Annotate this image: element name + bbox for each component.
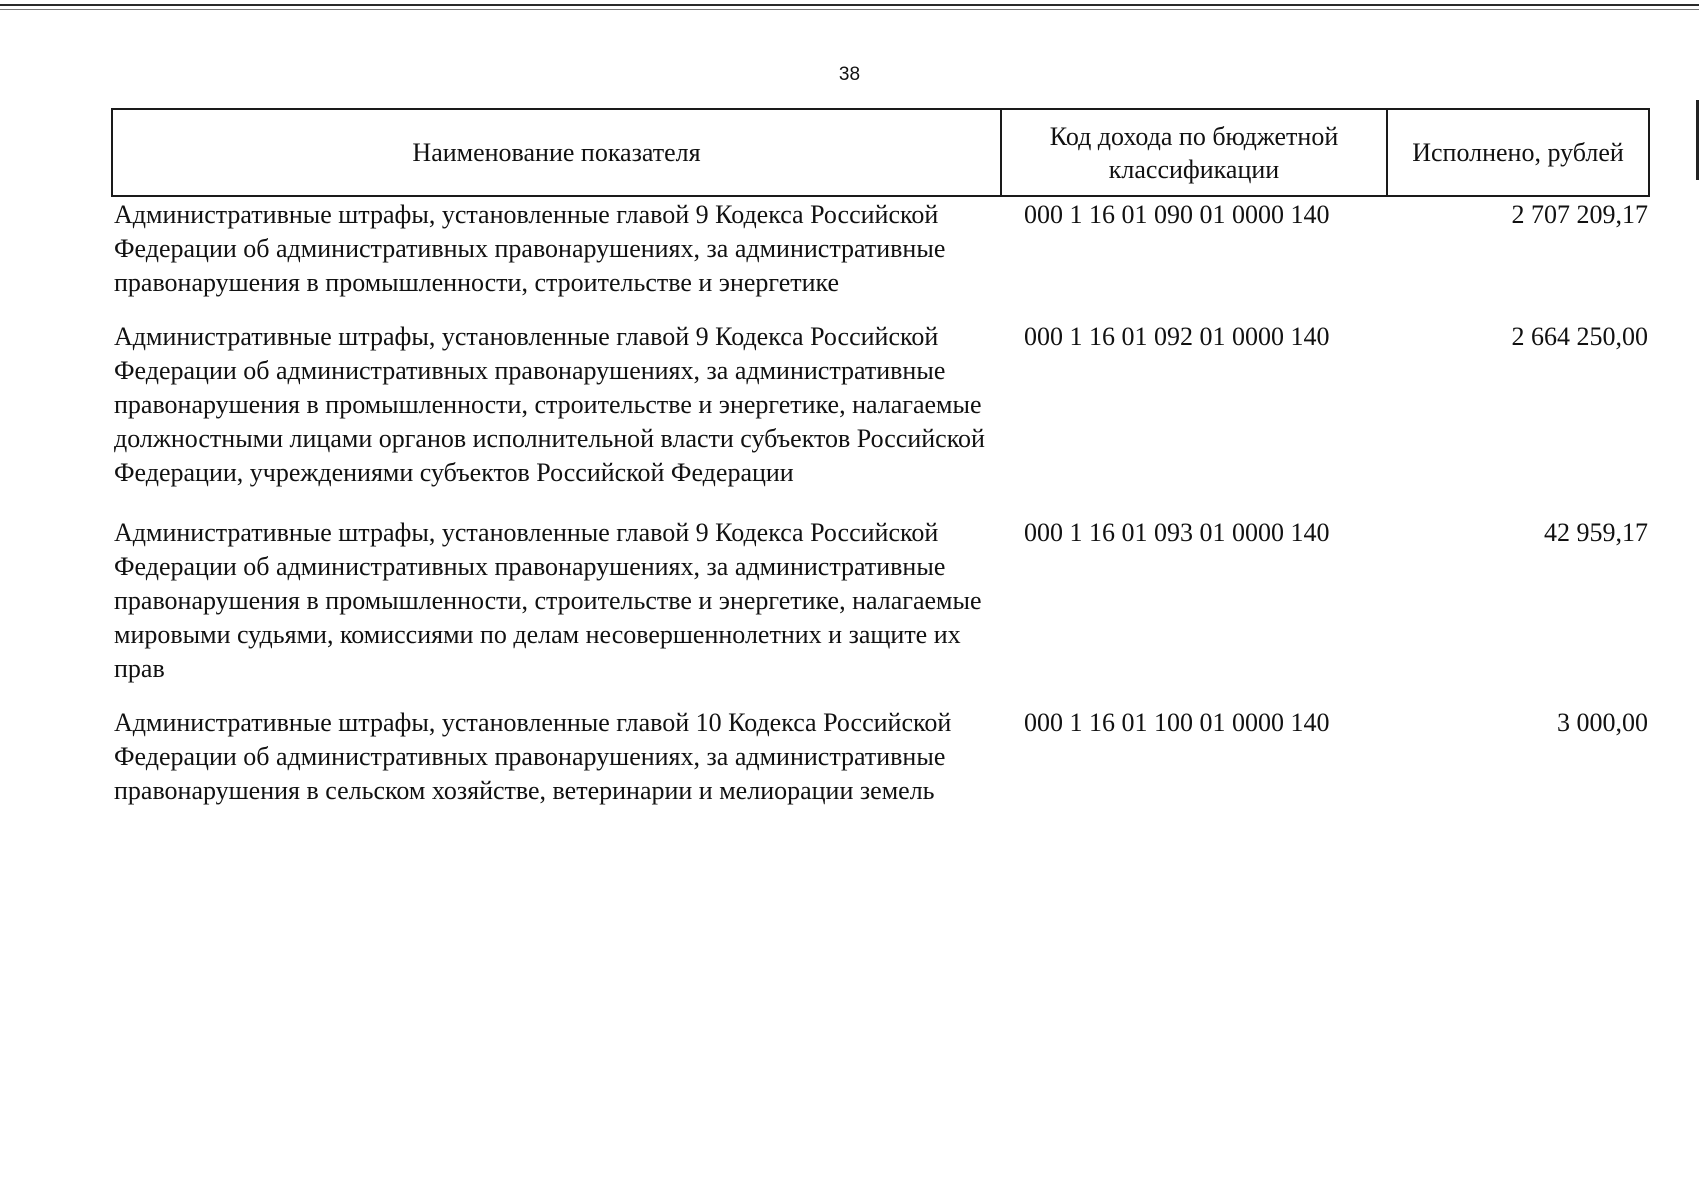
header-amount: Исполнено, рублей — [1386, 110, 1648, 195]
row-amount: 42 959,17 — [1544, 518, 1648, 547]
row-amount: 3 000,00 — [1557, 708, 1648, 737]
table-row — [111, 320, 1650, 490]
row-amount: 2 707 209,17 — [1511, 200, 1648, 229]
row-name: Административные штрафы, установленные главой 9 Кодекса Российской Федерации об административных правонарушениях, за административные правонарушения в промышленности, строительстве и энергетике — [114, 200, 946, 297]
row-code: 000 1 16 01 100 01 0000 140 — [1024, 708, 1330, 737]
header-code: Код дохода по бюджетной классификации — [1000, 110, 1386, 195]
top-border-line — [0, 4, 1699, 6]
table-row — [111, 516, 1650, 686]
header-name: Наименование показателя — [412, 138, 701, 167]
row-code: 000 1 16 01 093 01 0000 140 — [1024, 518, 1330, 547]
table-body — [111, 198, 1650, 808]
row-amount: 2 664 250,00 — [1511, 322, 1648, 351]
top-border-thin-line — [0, 9, 1699, 10]
row-code: 000 1 16 01 092 01 0000 140 — [1024, 322, 1330, 351]
row-name: Административные штрафы, установленные главой 10 Кодекса Российской Федерации об административных правонарушениях, за административные правонарушения в сельском хозяйстве, ветеринарии и мелиорации земель — [114, 708, 952, 805]
row-name: Административные штрафы, установленные главой 9 Кодекса Российской Федерации об административных правонарушениях, за административные правонарушения в промышленности, строительстве и энергетике, налагаемые должностными лицами органов исполнительной власти субъектов Российской Федерации, учреждениями субъектов Российской Федерации — [114, 322, 985, 487]
page-number: 38 — [838, 64, 861, 85]
table-row — [111, 706, 1650, 808]
table-row — [111, 198, 1650, 300]
table-header — [111, 108, 1650, 197]
row-code: 000 1 16 01 090 01 0000 140 — [1024, 200, 1330, 229]
row-name: Административные штрафы, установленные главой 9 Кодекса Российской Федерации об административных правонарушениях, за административные правонарушения в промышленности, строительстве и энергетике, налагаемые мировыми судьями, комиссиями по делам несовершеннолетних и защите их прав — [114, 518, 982, 683]
